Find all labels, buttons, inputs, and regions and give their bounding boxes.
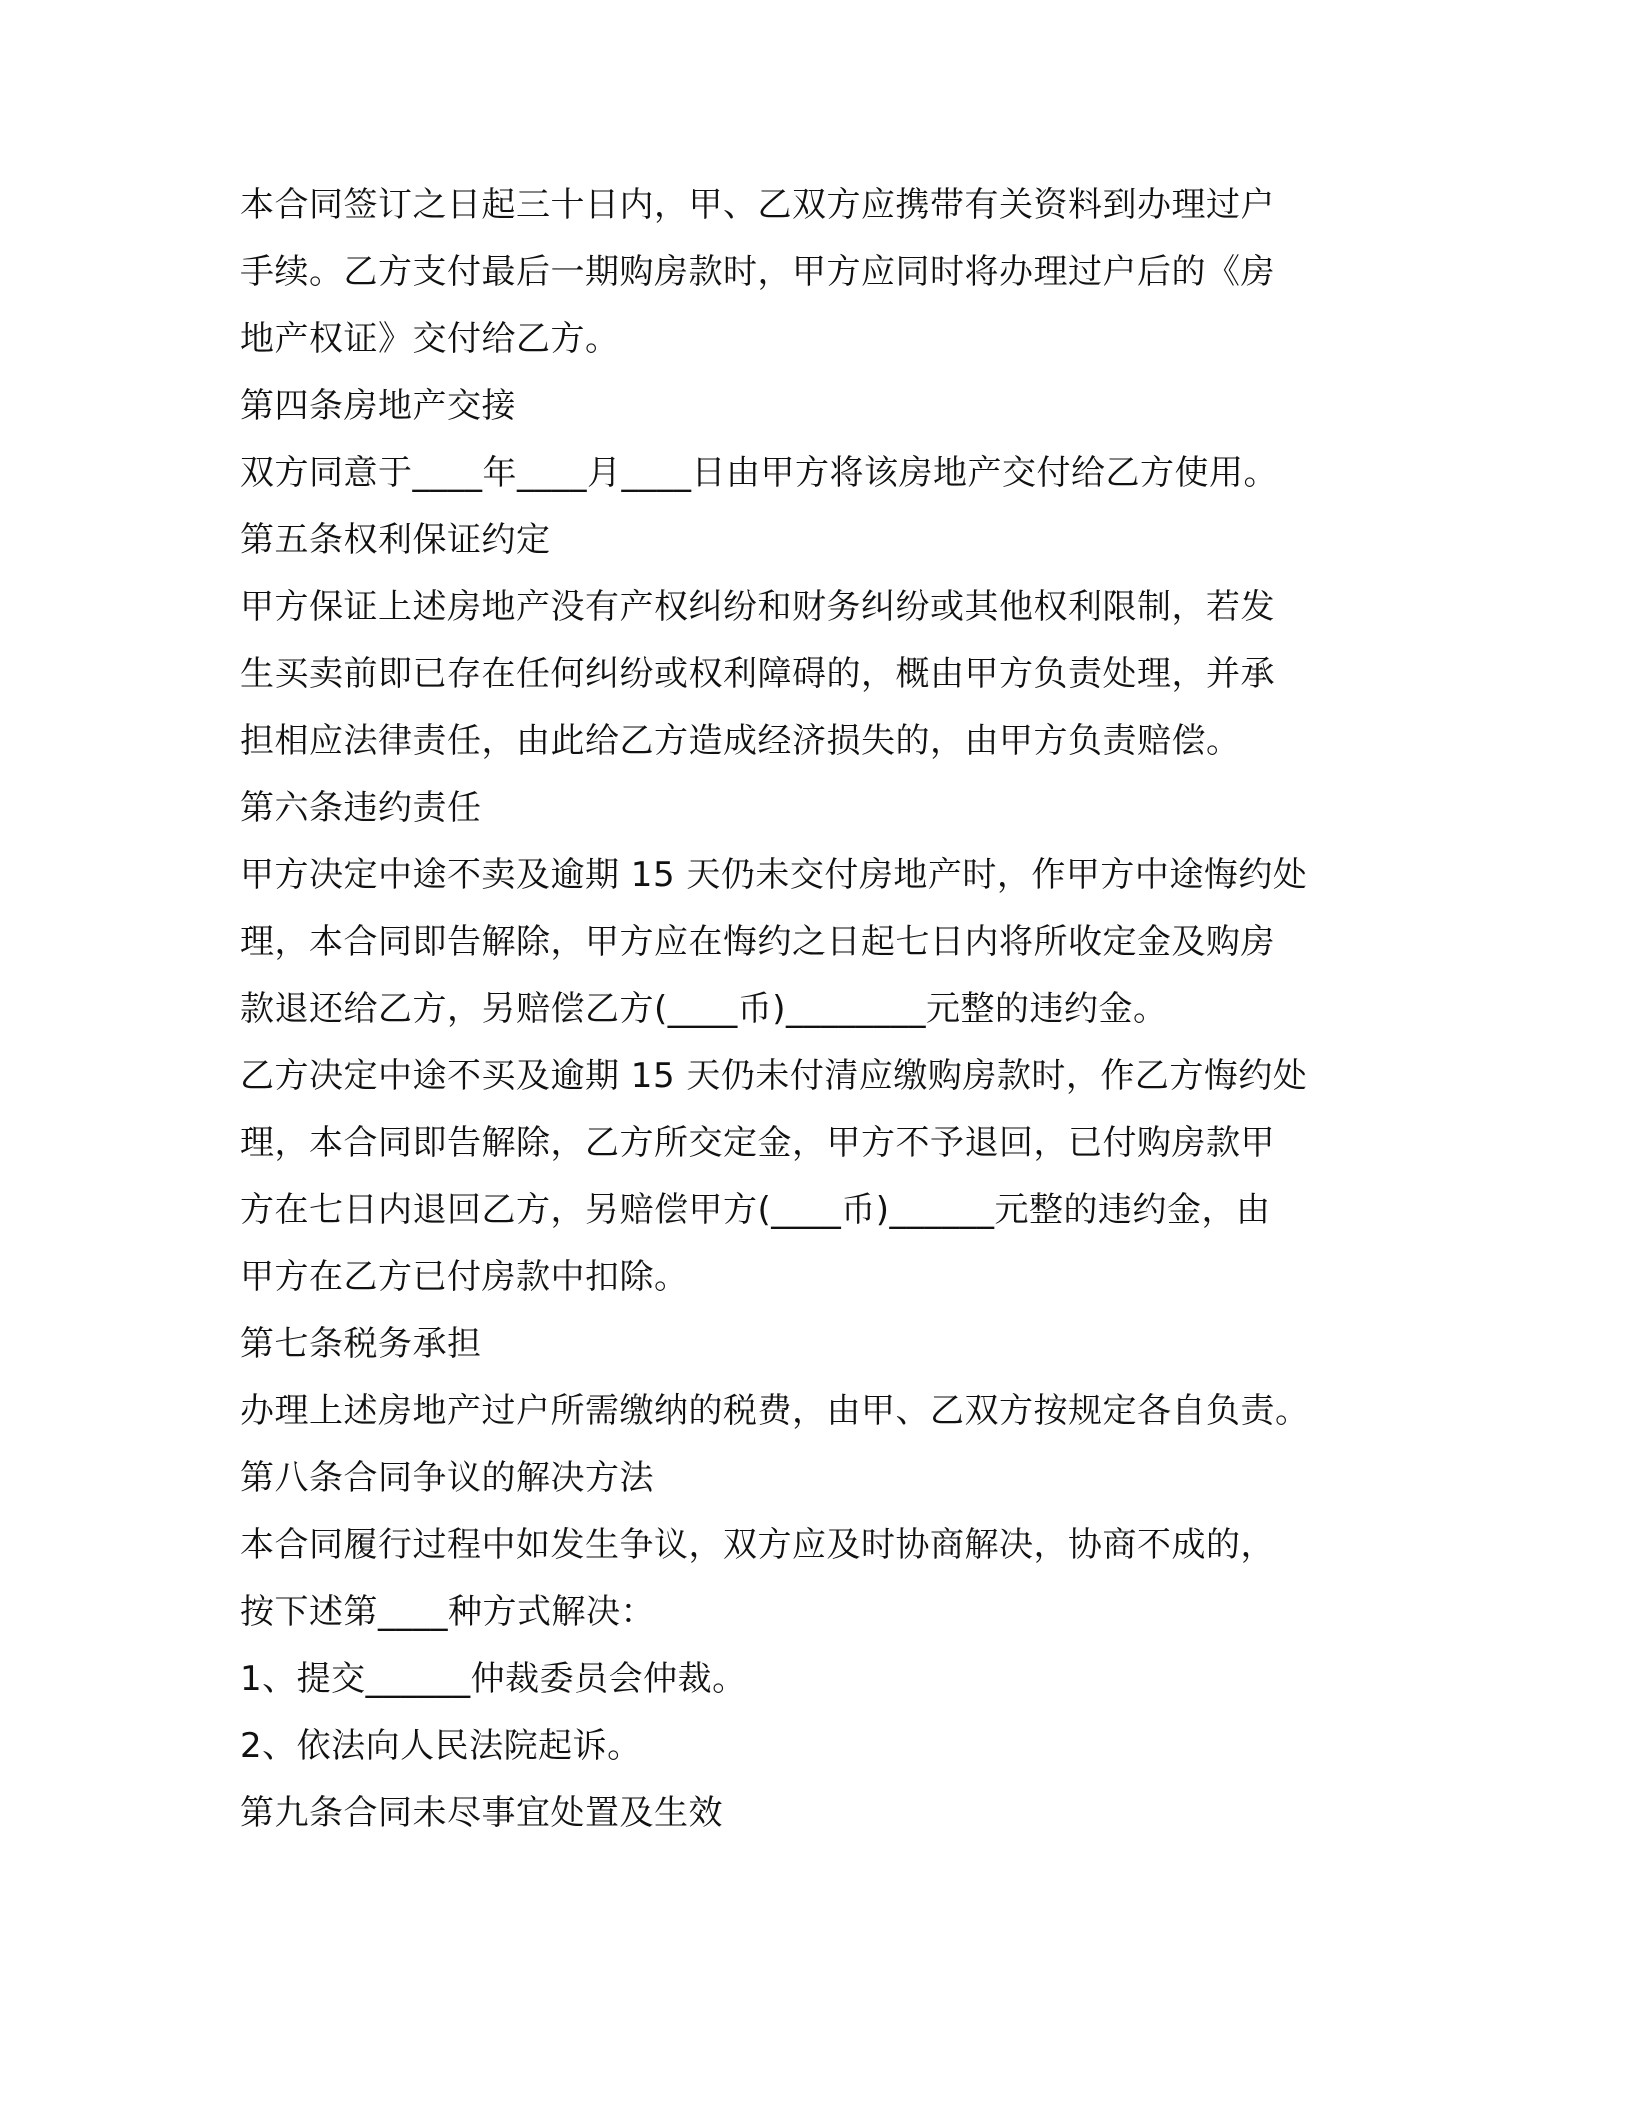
section-heading: 第八条合同争议的解决方法 xyxy=(240,1458,654,1498)
paragraph-line: 办理上述房地产过户所需缴纳的税费，由甲、乙双方按规定各自负责。 xyxy=(240,1391,1310,1431)
paragraph-line: 手续。乙方支付最后一期购房款时，甲方应同时将办理过户后的《房 xyxy=(240,252,1275,292)
paragraph-line: 理，本合同即告解除，乙方所交定金，甲方不予退回，已付购房款甲 xyxy=(240,1123,1275,1163)
paragraph-line: 地产权证》交付给乙方。 xyxy=(240,319,620,359)
paragraph-line: 甲方保证上述房地产没有产权纠纷和财务纠纷或其他权利限制，若发 xyxy=(240,587,1275,627)
paragraph-line: 担相应法律责任，由此给乙方造成经济损失的，由甲方负责赔偿。 xyxy=(240,721,1241,761)
paragraph-line: 理，本合同即告解除，甲方应在悔约之日起七日内将所收定金及购房 xyxy=(240,922,1275,962)
paragraph-line: 款退还给乙方，另赔偿乙方(____币)________元整的违约金。 xyxy=(240,989,1168,1029)
paragraph-line: 生买卖前即已存在任何纠纷或权利障碍的，概由甲方负责处理，并承 xyxy=(240,654,1275,694)
section-heading: 第四条房地产交接 xyxy=(240,386,516,426)
list-item: 1、提交______仲裁委员会仲裁。 xyxy=(240,1659,747,1699)
paragraph-line: 本合同履行过程中如发生争议，双方应及时协商解决，协商不成的， xyxy=(240,1525,1275,1565)
paragraph-line: 甲方在乙方已付房款中扣除。 xyxy=(240,1257,689,1297)
list-item: 2、依法向人民法院起诉。 xyxy=(240,1726,642,1766)
section-heading: 第五条权利保证约定 xyxy=(240,520,551,560)
section-heading: 第七条税务承担 xyxy=(240,1324,482,1364)
paragraph-line: 方在七日内退回乙方，另赔偿甲方(____币)______元整的违约金，由 xyxy=(240,1190,1271,1230)
paragraph-line: 乙方决定中途不买及逾期 15 天仍未付清应缴购房款时，作乙方悔约处 xyxy=(240,1056,1308,1096)
paragraph-line: 甲方决定中途不卖及逾期 15 天仍未交付房地产时，作甲方中途悔约处 xyxy=(240,855,1308,895)
section-heading: 第六条违约责任 xyxy=(240,788,482,828)
paragraph-line: 按下述第____种方式解决： xyxy=(240,1592,655,1632)
section-heading: 第九条合同未尽事宜处置及生效 xyxy=(240,1793,723,1833)
paragraph-line: 本合同签订之日起三十日内，甲、乙双方应携带有关资料到办理过户 xyxy=(240,185,1275,225)
paragraph-line: 双方同意于____年____月____日由甲方将该房地产交付给乙方使用。 xyxy=(240,453,1278,493)
